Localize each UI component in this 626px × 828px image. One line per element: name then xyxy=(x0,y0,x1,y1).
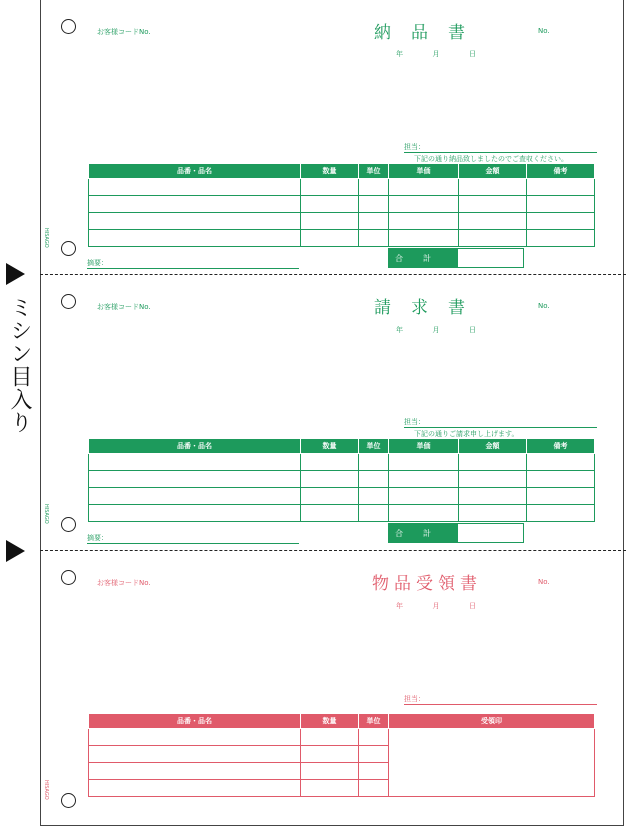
table-cell[interactable] xyxy=(459,196,527,213)
table-cell[interactable] xyxy=(459,471,527,488)
col-header-amount: 金額 xyxy=(459,164,527,179)
table-cell[interactable] xyxy=(89,454,301,471)
year-label: 年 xyxy=(396,326,403,334)
day-label: 日 xyxy=(469,326,476,334)
table-cell[interactable] xyxy=(89,230,301,247)
day-label: 日 xyxy=(469,50,476,58)
month-label: 月 xyxy=(432,326,440,334)
perforation-label: ミシン目入り xyxy=(7,296,32,434)
col-header-qty: 数量 xyxy=(301,439,359,454)
year-label: 年 xyxy=(396,602,403,610)
table-cell[interactable] xyxy=(89,488,301,505)
page-title: 物品受領書 xyxy=(372,574,482,594)
table-cell[interactable] xyxy=(459,488,527,505)
table-cell[interactable] xyxy=(89,196,301,213)
customer-code-label: お客様コードNo. xyxy=(97,303,151,311)
perforation-line xyxy=(40,274,626,275)
table-cell[interactable] xyxy=(359,505,389,522)
table-cell[interactable] xyxy=(89,763,301,780)
date-field xyxy=(396,49,476,59)
number-label: No. xyxy=(538,302,550,310)
table-cell[interactable] xyxy=(359,780,389,797)
col-header-unit: 単位 xyxy=(359,164,389,179)
punch-hole-icon xyxy=(61,19,76,34)
number-label: No. xyxy=(538,27,550,35)
punch-hole-icon xyxy=(61,793,76,808)
table-cell[interactable] xyxy=(527,230,595,247)
brand-logo: HISAGO xyxy=(43,228,49,248)
col-header-remarks: 備考 xyxy=(527,164,595,179)
delivery-note: 下記の通り納品致しましたのでご査収ください。 xyxy=(414,155,568,163)
brand-logo: HISAGO xyxy=(43,780,49,800)
date-field xyxy=(396,601,476,611)
table-cell[interactable] xyxy=(459,454,527,471)
table-cell[interactable] xyxy=(301,505,359,522)
table-cell[interactable] xyxy=(89,729,301,746)
table-cell[interactable] xyxy=(527,505,595,522)
table-cell[interactable] xyxy=(527,471,595,488)
table-cell[interactable] xyxy=(459,213,527,230)
table-cell[interactable] xyxy=(359,196,389,213)
table-cell[interactable] xyxy=(389,179,459,196)
table-row xyxy=(89,196,595,213)
table-cell[interactable] xyxy=(359,213,389,230)
table-cell[interactable] xyxy=(89,471,301,488)
month-label: 月 xyxy=(432,602,440,610)
page-title: 請求書 xyxy=(374,298,485,318)
table-cell[interactable] xyxy=(389,230,459,247)
table-cell[interactable] xyxy=(389,505,459,522)
perforation-indicator xyxy=(0,0,40,828)
total-label: 合計 xyxy=(388,523,458,543)
table-cell[interactable] xyxy=(301,488,359,505)
date-field xyxy=(396,325,476,335)
perforation-line xyxy=(40,550,626,551)
table-cell[interactable] xyxy=(389,454,459,471)
person-in-charge-field: 担当： xyxy=(404,142,597,153)
table-cell[interactable] xyxy=(359,763,389,780)
col-header-item: 品番・品名 xyxy=(89,439,301,454)
table-cell[interactable] xyxy=(459,505,527,522)
perforation-arrow-icon xyxy=(6,263,25,285)
year-label: 年 xyxy=(396,50,403,58)
brand-logo: HISAGO xyxy=(43,504,49,524)
table-cell[interactable] xyxy=(359,746,389,763)
items-table xyxy=(88,438,595,522)
table-header-row xyxy=(89,439,595,454)
table-cell[interactable] xyxy=(301,230,359,247)
customer-code-label: お客様コードNo. xyxy=(97,28,151,36)
customer-code-label: お客様コードNo. xyxy=(97,579,151,587)
punch-hole-icon xyxy=(61,294,76,309)
person-in-charge-field: 担当： xyxy=(404,694,597,705)
table-cell[interactable] xyxy=(301,729,359,746)
table-cell[interactable] xyxy=(301,179,359,196)
table-row xyxy=(89,230,595,247)
total-label: 合計 xyxy=(388,248,458,268)
day-label: 日 xyxy=(469,602,476,610)
table-cell[interactable] xyxy=(89,179,301,196)
table-cell[interactable] xyxy=(301,746,359,763)
table-cell[interactable] xyxy=(527,179,595,196)
table-cell[interactable] xyxy=(389,488,459,505)
col-header-receipt-seal: 受領印 xyxy=(389,714,595,729)
total-value-field[interactable] xyxy=(458,523,524,543)
table-cell[interactable] xyxy=(89,780,301,797)
table-cell[interactable] xyxy=(301,471,359,488)
summary-field: 摘要： xyxy=(87,533,299,544)
table-cell[interactable] xyxy=(389,196,459,213)
table-cell[interactable] xyxy=(301,213,359,230)
punch-hole-icon xyxy=(61,570,76,585)
invoice-note: 下記の通りご請求申し上げます。 xyxy=(414,430,519,438)
col-header-remarks: 備考 xyxy=(527,439,595,454)
page-title: 納品書 xyxy=(374,23,485,43)
table-header-row xyxy=(89,714,595,729)
table-cell[interactable] xyxy=(359,230,389,247)
table-cell[interactable] xyxy=(301,763,359,780)
person-in-charge-field: 担当： xyxy=(404,417,597,428)
total-box xyxy=(388,523,524,543)
table-header-row xyxy=(89,164,595,179)
table-cell[interactable] xyxy=(359,488,389,505)
summary-field: 摘要： xyxy=(87,258,299,269)
month-label: 月 xyxy=(432,50,440,58)
col-header-unit: 単位 xyxy=(359,714,389,729)
table-row xyxy=(89,454,595,471)
total-box xyxy=(388,248,524,268)
table-cell[interactable] xyxy=(359,471,389,488)
items-table xyxy=(88,163,595,247)
col-header-item: 品番・品名 xyxy=(89,714,301,729)
table-cell[interactable] xyxy=(301,780,359,797)
number-label: No. xyxy=(538,578,550,586)
punch-hole-icon xyxy=(61,517,76,532)
perforation-arrow-icon xyxy=(6,540,25,562)
col-header-unit-price: 単価 xyxy=(389,164,459,179)
col-header-item: 品番・品名 xyxy=(89,164,301,179)
items-table xyxy=(88,713,595,797)
col-header-qty: 数量 xyxy=(301,164,359,179)
table-cell[interactable] xyxy=(459,179,527,196)
table-cell[interactable] xyxy=(301,196,359,213)
col-header-qty: 数量 xyxy=(301,714,359,729)
col-header-amount: 金額 xyxy=(459,439,527,454)
table-row xyxy=(89,471,595,488)
receipt-section xyxy=(41,552,625,826)
receipt-seal-area[interactable] xyxy=(389,729,595,797)
invoice-section xyxy=(41,276,625,551)
table-cell[interactable] xyxy=(359,729,389,746)
punch-hole-icon xyxy=(61,241,76,256)
table-cell[interactable] xyxy=(89,505,301,522)
table-cell[interactable] xyxy=(527,213,595,230)
table-cell[interactable] xyxy=(527,196,595,213)
table-cell[interactable] xyxy=(527,454,595,471)
table-cell[interactable] xyxy=(527,488,595,505)
table-row xyxy=(89,729,595,746)
business-form-sheet xyxy=(40,0,624,826)
col-header-unit-price: 単価 xyxy=(389,439,459,454)
table-row xyxy=(89,213,595,230)
table-row xyxy=(89,505,595,522)
delivery-slip-section xyxy=(41,0,625,275)
table-cell[interactable] xyxy=(301,454,359,471)
table-cell[interactable] xyxy=(459,230,527,247)
table-cell[interactable] xyxy=(359,454,389,471)
col-header-unit: 単位 xyxy=(359,439,389,454)
total-value-field[interactable] xyxy=(458,248,524,268)
table-cell[interactable] xyxy=(359,179,389,196)
table-cell[interactable] xyxy=(89,213,301,230)
table-cell[interactable] xyxy=(89,746,301,763)
table-row xyxy=(89,179,595,196)
table-row xyxy=(89,488,595,505)
table-cell[interactable] xyxy=(389,213,459,230)
table-cell[interactable] xyxy=(389,471,459,488)
